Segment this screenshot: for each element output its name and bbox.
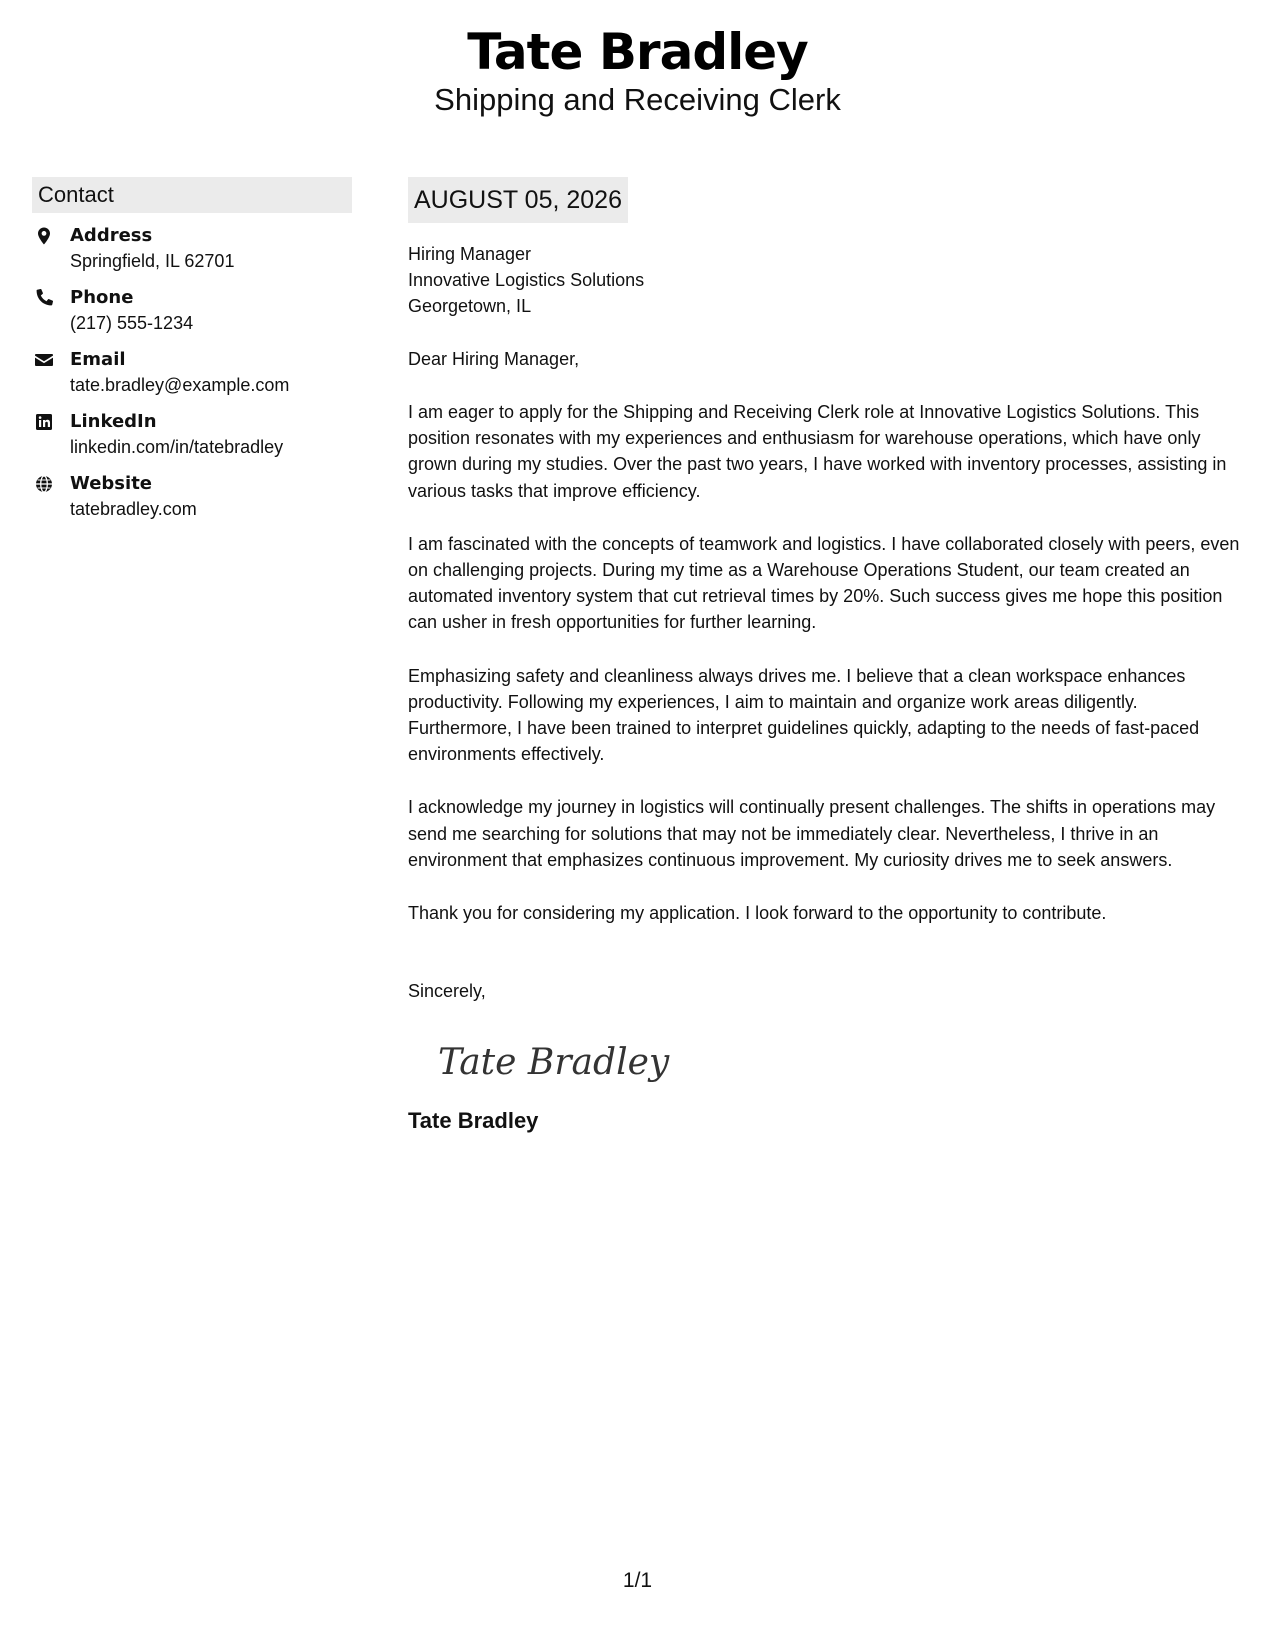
recipient-title: Hiring Manager [408, 244, 532, 264]
signature-image [438, 1032, 678, 1092]
letter-body [408, 177, 1243, 1136]
body-paragraph: I am fascinated with the concepts of teamwork and logistics. I have collaborated closely with peers, even on challenging projects. During my time as a Warehouse Operations Student, our team created an automated inventory system that cut retrieval times by 20%. Such success gives me hope this position can usher in fresh opportunities for further learning. [408, 533, 1240, 633]
signer-name: Tate Bradley [408, 1108, 539, 1134]
contact-value: tatebradley.com [70, 499, 197, 519]
recipient-location: Georgetown, IL [408, 296, 532, 316]
contact-sidebar [32, 177, 352, 533]
salutation: Dear Hiring Manager, [408, 349, 580, 369]
body-paragraph: I acknowledge my journey in logistics will continually present challenges. The shifts in operations may send me searching for solutions that may not be immediately clear. Nevertheless, I thrive in an environment that emphasizes continuous improvement. My curiosity drives me to seek answers. [408, 797, 1216, 870]
contact-item-phone [32, 285, 352, 336]
letter-date: AUGUST 05, 2026 [408, 177, 628, 223]
contact-heading: Contact [32, 177, 352, 213]
recipient-company: Innovative Logistics Solutions [408, 270, 645, 290]
body-paragraph: Emphasizing safety and cleanliness always drives me. I believe that a clean workspace enhances productivity. Following my experiences, I aim to maintain and organize work areas diligently. Furthermore, I have been trained to interpret guidelines quickly, adapting to the needs of fast-paced environments effectively. [408, 665, 1200, 765]
recipient-block [408, 241, 1243, 319]
contact-value: tate.bradley@example.com [70, 375, 290, 395]
letter-header [0, 22, 1275, 118]
contact-item-email [32, 347, 352, 398]
closing: Sincerely, [408, 981, 486, 1002]
applicant-role: Shipping and Receiving Clerk [434, 82, 841, 117]
phone-icon [34, 288, 54, 308]
contact-label: Phone [70, 287, 134, 308]
contact-list [32, 223, 352, 522]
contact-item-linkedin [32, 409, 352, 460]
globe-icon [34, 474, 54, 494]
contact-label: Website [70, 473, 153, 494]
applicant-name: Tate Bradley [467, 23, 808, 81]
contact-value: linkedin.com/in/tatebradley [70, 437, 284, 457]
contact-value: (217) 555-1234 [70, 313, 194, 333]
contact-value: Springfield, IL 62701 [70, 251, 235, 271]
map-pin-icon [34, 226, 54, 246]
contact-item-website [32, 471, 352, 522]
contact-item-address [32, 223, 352, 274]
contact-label: Address [70, 225, 153, 246]
envelope-icon [34, 350, 54, 370]
body-paragraph: Thank you for considering my application. I look forward to the opportunity to contribute. [408, 903, 1107, 924]
contact-label: Email [70, 349, 126, 370]
contact-label: LinkedIn [70, 411, 157, 432]
signature-text: Tate Bradley [438, 1042, 670, 1084]
linkedin-icon [34, 412, 54, 432]
body-paragraph: I am eager to apply for the Shipping and Receiving Clerk role at Innovative Logistics Solutions. This position resonates with my experiences and enthusiasm for warehouse operations, which have only grown during my studies. Over the past two years, I have worked with inventory processes, assisting in various tasks that improve efficiency. [408, 402, 1227, 501]
page-number: 1/1 [622, 1569, 653, 1592]
